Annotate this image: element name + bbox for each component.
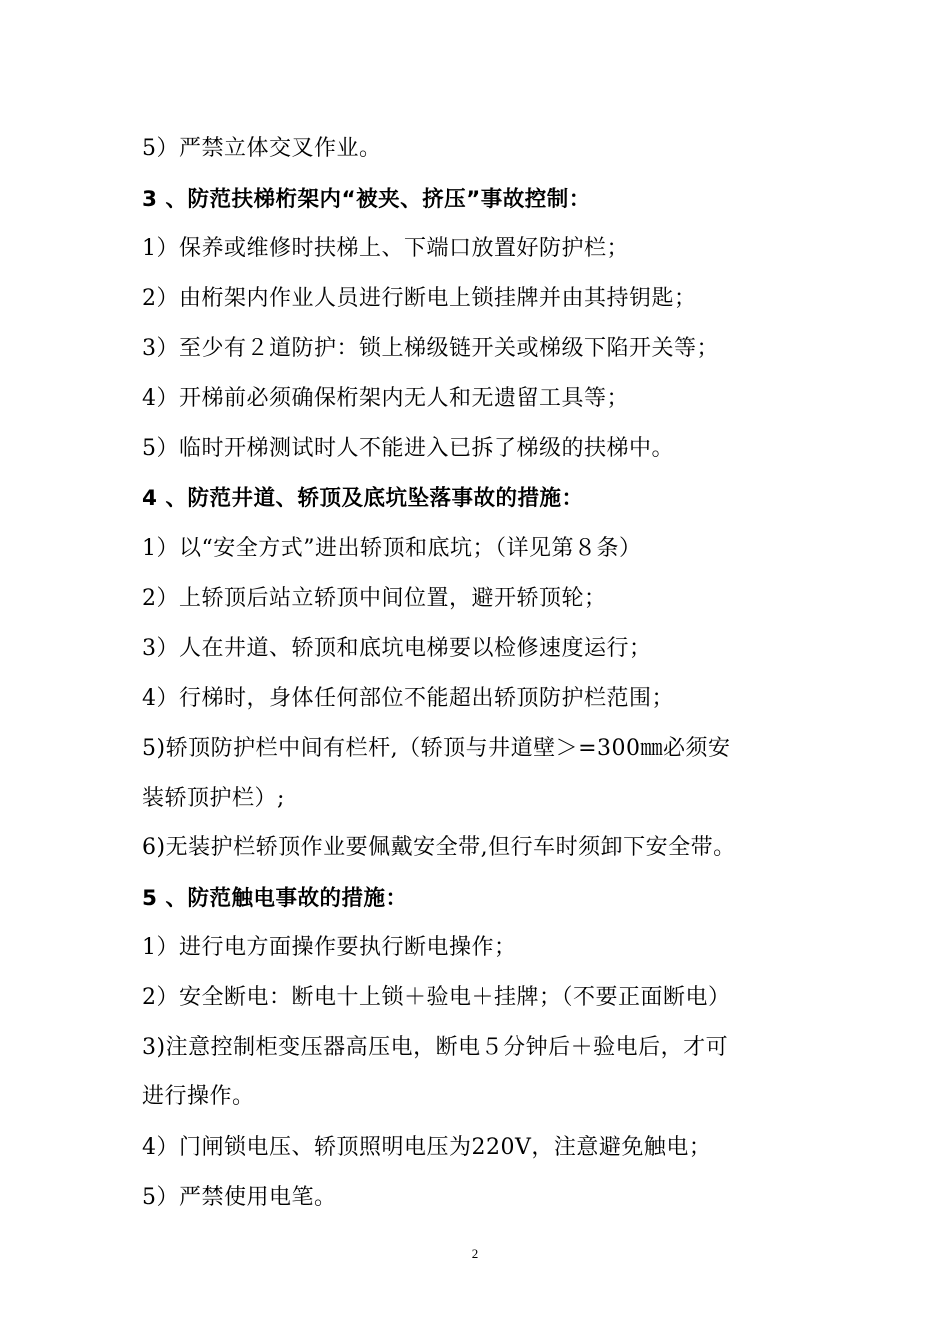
text-line: 5)轿顶防护栏中间有栏杆,（轿顶与井道壁＞=300㎜必须安	[142, 736, 731, 761]
text-line: 1）以“安全方式”进出轿顶和底坑；（详见第８条）	[142, 536, 642, 561]
text-line: 4）门闸锁电压、轿顶照明电压为220V，注意避免触电；	[142, 1135, 712, 1160]
text-line: 5）严禁立体交叉作业。	[142, 136, 382, 161]
text-line: 3）人在井道、轿顶和底坑电梯要以检修速度运行；	[142, 636, 652, 661]
text-line: 4）开梯前必须确保桁架内无人和无遗留工具等；	[142, 386, 629, 411]
text-line: 2）上轿顶后站立轿顶中间位置，避开轿顶轮；	[142, 586, 607, 611]
text-line: 3）至少有２道防护：锁上梯级链开关或梯级下陷开关等；	[142, 336, 719, 361]
text-line: 1）保养或维修时扶梯上、下端口放置好防护栏；	[142, 236, 629, 261]
text-line: 3)注意控制柜变压器高压电，断电５分钟后＋验电后，才可	[142, 1035, 729, 1060]
text-line: 5）严禁使用电笔。	[142, 1185, 337, 1210]
text-line: 进行操作。	[142, 1084, 255, 1109]
section-heading: 3 、防范扶梯桁架内“被夹、挤压”事故控制：	[142, 187, 591, 212]
text-line: 2）安全断电：断电十上锁＋验电＋挂牌；（不要正面断电）	[142, 985, 731, 1010]
text-line: 2）由桁架内作业人员进行断电上锁挂牌并由其持钥匙；	[142, 286, 697, 311]
text-line: 5）临时开梯测试时人不能进入已拆了梯级的扶梯中。	[142, 436, 674, 461]
section-heading: 5 、防范触电事故的措施：	[142, 886, 408, 911]
section-heading: 4 、防范井道、轿顶及底坑坠落事故的措施：	[142, 486, 584, 511]
text-line: 4）行梯时，身体任何部位不能超出轿顶防护栏范围；	[142, 686, 674, 711]
text-line: 1）进行电方面操作要执行断电操作；	[142, 935, 517, 960]
page-number: 2	[471, 1246, 479, 1261]
text-line: 6)无装护栏轿顶作业要佩戴安全带,但行车时须卸下安全带。	[142, 835, 736, 860]
text-line: 装轿顶护栏）;	[142, 786, 285, 811]
